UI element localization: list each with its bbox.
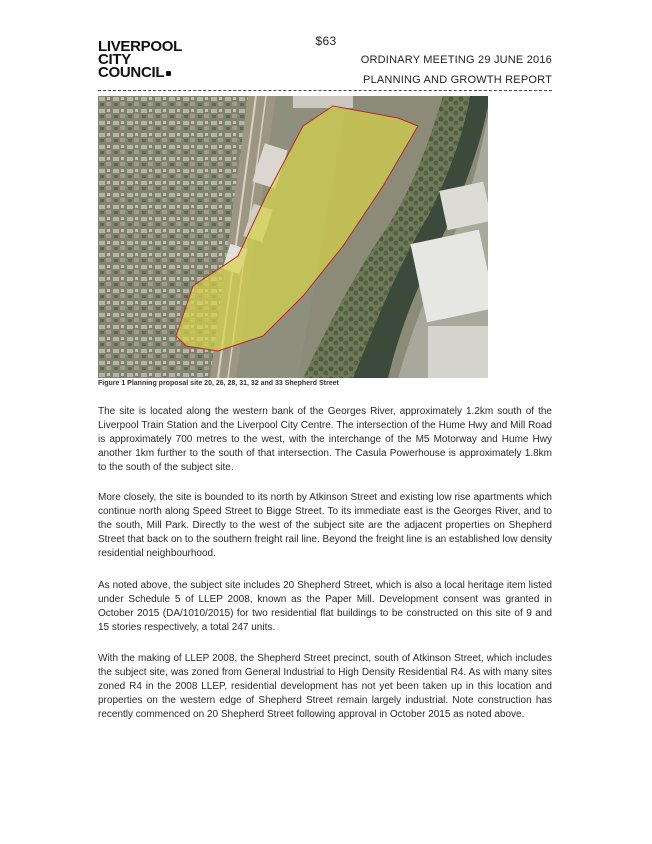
paragraph-heritage: As noted above, the subject site includes 20 Shepherd Street, which is also a local heritage item listed under Schedule 5 of LLEP 2008, known as the Paper Mill. Development consent was granted in October 2015 (DA/1010/2015) for two residential flat buildings to be constructed on this site of 9 and 15 stories respectively, a total 247 units. — [98, 580, 552, 633]
page-number: $63 — [315, 34, 337, 48]
logo-line-2: CITY — [98, 51, 131, 68]
paragraph-zoning: With the making of LLEP 2008, the Shepherd Street precinct, south of Atkinson Street, which includes the subject site, was zoned from General Industrial to High Density Residential R4. As with many sites zoned R4 in the 2008 LLEP, residential development has not yet been taken up in this location and properties on the western edge of Shepherd Street remain largely industrial. Note construction has recently commenced on 20 Shepherd Street following approval in October 2015 as noted above. — [98, 653, 552, 720]
header-divider — [98, 90, 552, 91]
report-header: PLANNING AND GROWTH REPORT — [363, 74, 552, 86]
logo-line-3: COUNCIL — [98, 66, 182, 79]
paragraph-location: The site is located along the western bank of the Georges River, approximately 1.2km south of the Liverpool Train Station and the Liverpool City Centre. The intersection of the Hume Hwy and Mill Road is approximately 700 metres to the west, with the interchange of the M5 Motorway and Hume Hwy another 1km further to the south of that intersection. The Casula Powerhouse is approximately 1.8km to the south of the subject site. — [98, 406, 552, 473]
logo-mark-icon — [166, 71, 171, 76]
council-logo — [98, 40, 182, 79]
paragraph-boundaries: More closely, the site is bounded to its north by Atkinson Street and existing low rise apartments which continue north along Speed Street to Bigge Street. To its immediate east is the Georges River, and to the south, Mill Park. Directly to the west of the subject site are the adjacent properties on Shepherd Street that back on to the southern freight rail line. Beyond the freight line is an established low density residential neighbourhood. — [98, 492, 552, 559]
aerial-site-map — [98, 96, 488, 378]
logo-line-1: LIVERPOOL — [98, 38, 182, 55]
figure-caption: Figure 1 Planning proposal site 20, 26, 28, 31, 32 and 33 Shepherd Street — [98, 380, 339, 387]
meeting-header: ORDINARY MEETING 29 JUNE 2016 — [360, 54, 552, 66]
